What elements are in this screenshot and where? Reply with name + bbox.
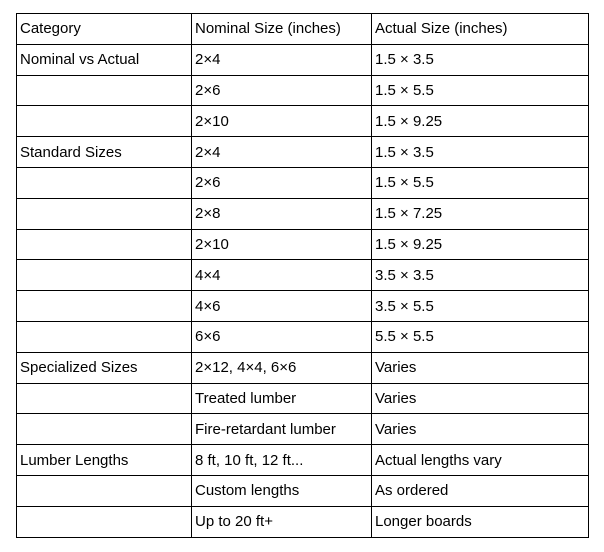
table-row	[17, 75, 589, 106]
table-row	[17, 445, 589, 476]
cell-nominal-size: 2×4	[192, 137, 372, 168]
cell-category: Standard Sizes	[17, 137, 192, 168]
cell-actual-size: 1.5 × 5.5	[372, 75, 589, 106]
cell-category: Nominal vs Actual	[17, 44, 192, 75]
cell-category	[17, 167, 192, 198]
table-row	[17, 137, 589, 168]
cell-category: Specialized Sizes	[17, 352, 192, 383]
cell-actual-size: 1.5 × 3.5	[372, 137, 589, 168]
cell-actual-size: 5.5 × 5.5	[372, 321, 589, 352]
table-row	[17, 506, 589, 537]
table-row	[17, 352, 589, 383]
cell-category	[17, 75, 192, 106]
cell-actual-size: As ordered	[372, 475, 589, 506]
cell-category	[17, 383, 192, 414]
cell-category	[17, 198, 192, 229]
cell-nominal-size: Fire-retardant lumber	[192, 414, 372, 445]
cell-actual-size: 1.5 × 9.25	[372, 229, 589, 260]
header-category: Category	[17, 14, 192, 45]
cell-actual-size: Actual lengths vary	[372, 445, 589, 476]
cell-actual-size: Varies	[372, 383, 589, 414]
cell-nominal-size: 6×6	[192, 321, 372, 352]
cell-nominal-size: 2×12, 4×4, 6×6	[192, 352, 372, 383]
cell-actual-size: 1.5 × 5.5	[372, 167, 589, 198]
cell-nominal-size: 4×4	[192, 260, 372, 291]
cell-category	[17, 291, 192, 322]
cell-actual-size: 1.5 × 9.25	[372, 106, 589, 137]
cell-category	[17, 321, 192, 352]
table-row	[17, 198, 589, 229]
table-header-row	[17, 14, 589, 45]
cell-category	[17, 475, 192, 506]
header-actual-size: Actual Size (inches)	[372, 14, 589, 45]
cell-nominal-size: 2×4	[192, 44, 372, 75]
cell-actual-size: Varies	[372, 414, 589, 445]
cell-nominal-size: Up to 20 ft+	[192, 506, 372, 537]
cell-actual-size: 3.5 × 3.5	[372, 260, 589, 291]
table-row	[17, 475, 589, 506]
cell-nominal-size: 2×10	[192, 106, 372, 137]
cell-nominal-size: 4×6	[192, 291, 372, 322]
table-row	[17, 383, 589, 414]
table-row	[17, 44, 589, 75]
table-row	[17, 321, 589, 352]
cell-nominal-size: 2×6	[192, 167, 372, 198]
cell-actual-size: Longer boards	[372, 506, 589, 537]
table-row	[17, 229, 589, 260]
cell-actual-size: 1.5 × 7.25	[372, 198, 589, 229]
cell-nominal-size: 2×8	[192, 198, 372, 229]
lumber-size-table	[16, 13, 589, 538]
table-row	[17, 167, 589, 198]
cell-nominal-size: Custom lengths	[192, 475, 372, 506]
table-row	[17, 106, 589, 137]
cell-nominal-size: 2×6	[192, 75, 372, 106]
cell-category	[17, 414, 192, 445]
cell-category	[17, 506, 192, 537]
lumber-size-table-container	[16, 13, 588, 538]
cell-actual-size: 3.5 × 5.5	[372, 291, 589, 322]
table-row	[17, 291, 589, 322]
cell-actual-size: 1.5 × 3.5	[372, 44, 589, 75]
header-nominal-size: Nominal Size (inches)	[192, 14, 372, 45]
cell-nominal-size: 8 ft, 10 ft, 12 ft...	[192, 445, 372, 476]
cell-category	[17, 260, 192, 291]
cell-actual-size: Varies	[372, 352, 589, 383]
cell-category	[17, 106, 192, 137]
table-row	[17, 414, 589, 445]
cell-nominal-size: 2×10	[192, 229, 372, 260]
cell-category: Lumber Lengths	[17, 445, 192, 476]
table-row	[17, 260, 589, 291]
cell-category	[17, 229, 192, 260]
cell-nominal-size: Treated lumber	[192, 383, 372, 414]
